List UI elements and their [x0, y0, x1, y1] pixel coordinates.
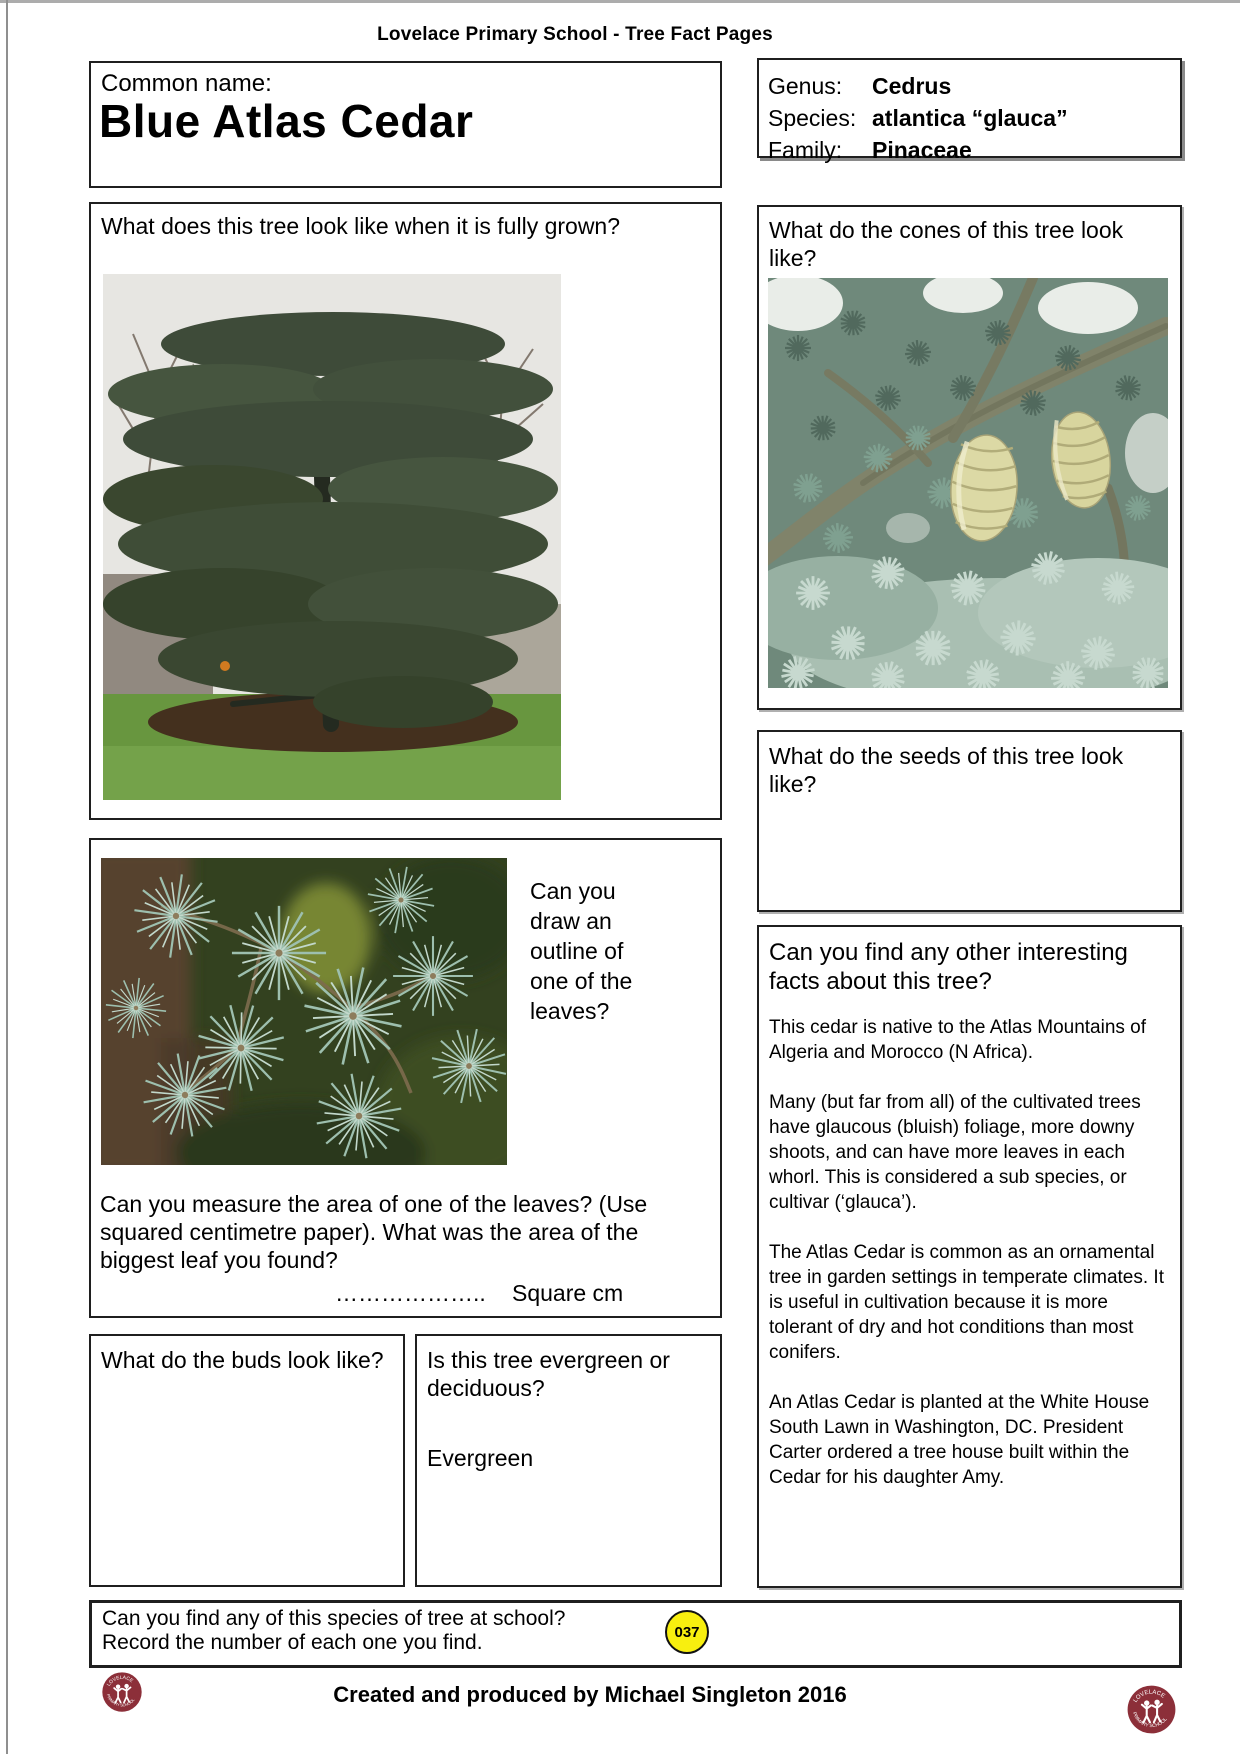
school-question-line1: Can you find any of this species of tree at school? — [102, 1607, 566, 1630]
page-edge-top — [0, 0, 1240, 3]
species-label: Species: — [768, 105, 857, 131]
taxonomy-table — [768, 70, 1168, 166]
leaf-photo — [101, 858, 507, 1165]
page-edge-left — [6, 0, 8, 1754]
facts-paragraph-1: This cedar is native to the Atlas Mountains of Algeria and Morocco (N Africa). — [769, 1017, 1147, 1063]
taxonomy-row-genus — [768, 70, 1168, 102]
facts-heading: Can you find any other interesting facts about this tree? — [769, 939, 1128, 995]
leaf-area-question: Can you measure the area of one of the leaves? (Use squared centimetre paper). What was the area of the biggest leaf you found? — [100, 1191, 648, 1273]
family-label: Family: — [768, 137, 843, 163]
genus-label: Genus: — [768, 73, 843, 99]
facts-paragraph-2: Many (but far from all) of the cultivated trees have glaucous (bluish) foliage, more downy shoots, and can have more leaves in each whorl. This is considered a sub species, or cultivar (‘glauca’). — [769, 1092, 1141, 1213]
leaf-area-answer-dots: ……………….. — [335, 1280, 486, 1306]
footer-credit: Created and produced by Michael Singleton 2016 — [333, 1682, 847, 1707]
taxonomy-row-species — [768, 102, 1168, 134]
taxonomy-row-family — [768, 134, 1168, 166]
logo-ring-text-top: LOVELACE — [1132, 1689, 1166, 1704]
logo-ring-text-top: LOVELACE — [106, 1675, 134, 1688]
school-question-line2: Record the number of each one you find. — [102, 1631, 483, 1654]
logo-ring-text-bottom: PRIMARY SCHOOL — [105, 1693, 136, 1708]
genus-value: Cedrus — [872, 73, 952, 99]
leaf-outline-question: Can you draw an outline of one of the leaves? — [530, 878, 633, 1024]
cones-photo — [768, 278, 1168, 688]
school-logo-left — [101, 1671, 143, 1713]
buds-question: What do the buds look like? — [101, 1347, 384, 1373]
facts-paragraph-4: An Atlas Cedar is planted at the White House South Lawn in Washington, DC. President Carter ordered a tree house built within the Cedar for his daughter Amy. — [769, 1392, 1150, 1488]
seeds-question: What do the seeds of this tree look like? — [769, 743, 1124, 797]
school-logo-right — [1126, 1684, 1177, 1735]
cones-question: What do the cones of this tree look like? — [769, 217, 1124, 271]
page-title: Lovelace Primary School - Tree Fact Pages — [377, 24, 773, 45]
family-value: Pinaceae — [872, 137, 972, 163]
fully-grown-question: What does this tree look like when it is fully grown? — [101, 213, 621, 239]
facts-paragraph-3: The Atlas Cedar is common as an ornamental tree in garden settings in temperate climates. It is useful in cultivation because it is more tolerant of dry and hot conditions than most conifers. — [769, 1242, 1164, 1363]
leaf-area-unit-label: Square cm — [512, 1280, 624, 1306]
tree-photo — [103, 274, 561, 800]
common-name-label: Common name: — [101, 70, 272, 97]
common-name-value: Blue Atlas Cedar — [99, 95, 474, 147]
evergreen-answer: Evergreen — [427, 1445, 534, 1471]
facts-text — [769, 1015, 1171, 1515]
evergreen-question: Is this tree evergreen or deciduous? — [427, 1347, 670, 1401]
species-value: atlantica “glauca” — [872, 105, 1068, 131]
logo-ring-text-bottom: PRIMARY SCHOOL — [1131, 1711, 1169, 1730]
page-number-badge: 037 — [665, 1610, 709, 1654]
